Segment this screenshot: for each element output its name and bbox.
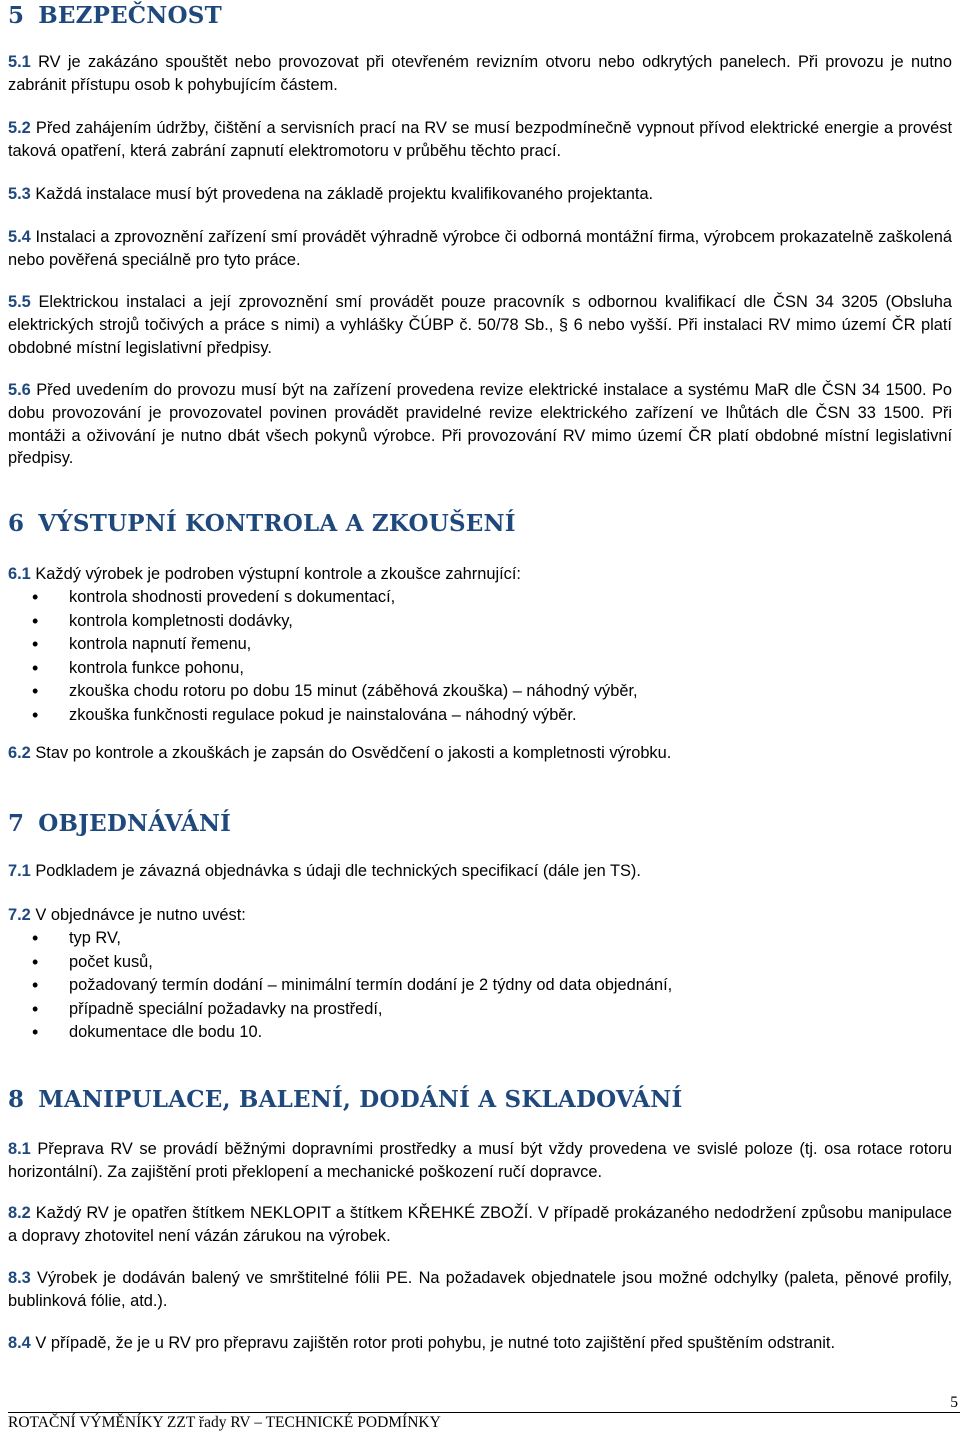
list-item: • kontrola shodnosti provedení s dokumentací,	[8, 586, 638, 610]
section-heading-5	[8, 2, 222, 29]
paragraph-text: Instalaci a zprovoznění zařízení smí provádět výhradně výrobce či odborná montážní firma, výrobcem prokazatelně zaškolená nebo pověřená speciálně pro tyto práce.	[8, 228, 952, 269]
paragraph-text: Stav po kontrole a zkouškách je zapsán do Osvědčení o jakosti a kompletnosti výrobku.	[35, 744, 672, 762]
section-heading-8	[8, 1086, 682, 1113]
paragraph-8-4	[8, 1332, 952, 1355]
list-item: • kontrola kompletnosti dodávky,	[8, 610, 638, 634]
paragraph-number: 5.5	[8, 293, 31, 311]
bullet-list-7-2	[8, 927, 672, 1045]
paragraph-text: Před uvedením do provozu musí být na zařízení provedena revize elektrické instalace a systému MaR dle ČSN 34 1500. Po dobu provozování je provozovatel povinen provádět pravidelné revize elektrického zařízení ve lhůtách dle ČSN 33 1500. Při montáži a oživování je nutno dbát všech pokynů výrobce. Při provozování RV mimo území ČR platí obdobné místní legislativní předpisy.	[8, 381, 952, 468]
list-item: • dokumentace dle bodu 10.	[8, 1021, 672, 1045]
section-title: BEZPEČNOST	[38, 2, 222, 29]
section-heading-6	[8, 510, 516, 537]
section-heading-7	[8, 810, 231, 837]
paragraph-text: Přeprava RV se provádí běžnými dopravními prostředky a musí být vždy provedena ve svislé poloze (tj. osa rotace rotoru horizontální). Za zajištění proti překlopení a mechanické poškození ručí dopravce.	[8, 1140, 952, 1181]
paragraph-number: 7.1	[8, 862, 31, 880]
bullet-list-6-1	[8, 586, 638, 727]
paragraph-number: 6.2	[8, 744, 31, 762]
paragraph-text: Podkladem je závazná objednávka s údaji dle technických specifikací (dále jen TS).	[35, 862, 641, 880]
paragraph-text: Každý výrobek je podroben výstupní kontrole a zkoušce zahrnující:	[35, 565, 521, 583]
list-item: • případně speciální požadavky na prostředí,	[8, 998, 672, 1022]
paragraph-text: Každý RV je opatřen štítkem NEKLOPIT a štítkem KŘEHKÉ ZBOŽÍ. V případě prokázaného nedodržení způsobu manipulace a dopravy zhotovitel není vázán zárukou na výrobek.	[8, 1204, 952, 1245]
paragraph-text: Výrobek je dodáván balený ve smrštitelné fólii PE. Na požadavek objednatele jsou možné odchylky (paleta, pěnové profily, bublinková fólie, atd.).	[8, 1269, 953, 1310]
paragraph-5-4	[8, 226, 952, 272]
list-item: • požadovaný termín dodání – minimální termín dodání je 2 týdny od data objednání,	[8, 974, 672, 998]
paragraph-8-3	[8, 1267, 952, 1313]
paragraph-number: 5.2	[8, 119, 31, 137]
paragraph-number: 5.4	[8, 228, 31, 246]
paragraph-text: Před zahájením údržby, čištění a servisních prací na RV se musí bezpodmínečně vypnout přívod elektrické energie a provést taková opatření, která zabrání zapnutí elektromotoru v průběhu těchto prací.	[8, 119, 952, 160]
paragraph-7-2	[8, 904, 952, 927]
section-title: MANIPULACE, BALENÍ, DODÁNÍ A SKLADOVÁNÍ	[38, 1086, 683, 1113]
list-item: • zkouška chodu rotoru po dobu 15 minut (záběhová zkouška) – náhodný výběr,	[8, 680, 638, 704]
paragraph-text: Elektrickou instalaci a její zprovoznění smí provádět pouze pracovník s odbornou kvalifikací dle ČSN 34 3205 (Obsluha elektrických strojů točivých a práce s nimi) a vyhlášky ČÚBP č. 50/78 Sb., § 6 nebo vyšší. Při instalaci RV mimo území ČR platí obdobné místní legislativní předpisy.	[8, 293, 952, 357]
list-item: • kontrola funkce pohonu,	[8, 657, 638, 681]
paragraph-5-1	[8, 51, 952, 97]
footer-divider	[8, 1412, 960, 1413]
paragraph-text: V případě, že je u RV pro přepravu zajištěn rotor proti pohybu, je nutné toto zajištění před spuštěním odstranit.	[35, 1334, 836, 1352]
list-item: • typ RV,	[8, 927, 672, 951]
paragraph-5-6	[8, 379, 952, 470]
list-item: • počet kusů,	[8, 951, 672, 975]
paragraph-6-1	[8, 563, 952, 586]
paragraph-6-2	[8, 742, 952, 765]
paragraph-5-3	[8, 183, 952, 206]
paragraph-number: 7.2	[8, 906, 31, 924]
paragraph-5-5	[8, 291, 952, 359]
section-number: 5	[8, 2, 25, 29]
paragraph-8-2	[8, 1202, 952, 1248]
section-number: 7	[8, 810, 25, 837]
paragraph-5-2	[8, 117, 952, 163]
paragraph-7-1	[8, 860, 952, 883]
paragraph-number: 8.2	[8, 1204, 31, 1222]
paragraph-number: 8.4	[8, 1334, 31, 1352]
paragraph-text: V objednávce je nutno uvést:	[35, 906, 246, 924]
list-item: • zkouška funkčnosti regulace pokud je nainstalována – náhodný výběr.	[8, 704, 638, 728]
list-item: • kontrola napnutí řemenu,	[8, 633, 638, 657]
paragraph-text: RV je zakázáno spouštět nebo provozovat při otevřeném revizním otvoru nebo odkrytých panelech. Při provozu je nutno zabránit přístupu osob k pohybujícím částem.	[8, 53, 952, 94]
paragraph-number: 8.3	[8, 1269, 31, 1287]
paragraph-number: 5.6	[8, 381, 31, 399]
paragraph-number: 5.1	[8, 53, 31, 71]
section-number: 8	[8, 1086, 25, 1113]
paragraph-number: 8.1	[8, 1140, 31, 1158]
page-number: 5	[950, 1394, 958, 1411]
paragraph-text: Každá instalace musí být provedena na základě projektu kvalifikovaného projektanta.	[35, 185, 654, 203]
paragraph-number: 5.3	[8, 185, 31, 203]
footer-title: ROTAČNÍ VÝMĚNÍKY ZZT řady RV – TECHNICKÉ PODMÍNKY	[8, 1414, 441, 1431]
section-title: VÝSTUPNÍ KONTROLA A ZKOUŠENÍ	[38, 510, 516, 537]
section-title: OBJEDNÁVÁNÍ	[38, 810, 232, 837]
paragraph-8-1	[8, 1138, 952, 1184]
paragraph-number: 6.1	[8, 565, 31, 583]
section-number: 6	[8, 510, 25, 537]
